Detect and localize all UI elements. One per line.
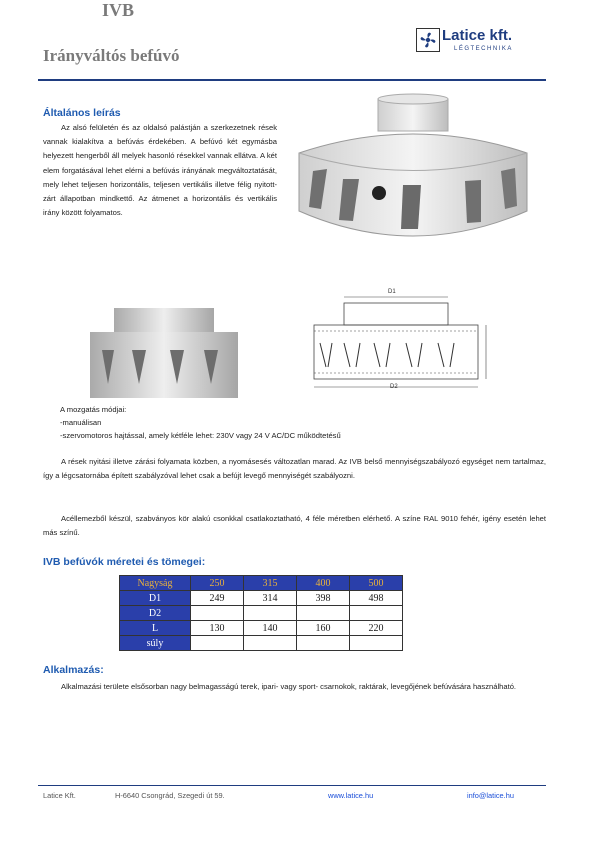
table-heading: IVB befúvók méretei és tömegei: <box>43 556 206 568</box>
column-header: 250 <box>191 576 244 591</box>
material-paragraph: Acéllemezből készül, szabványos kör alakú csonkkal csatlakoztatható, 4 féle méretben elérhető. A színe RAL 9010 fehér, igény esetén lehet más színű. <box>43 514 546 538</box>
column-header: 315 <box>244 576 297 591</box>
table-cell <box>350 606 403 621</box>
drawing-label-d1: D1 <box>388 289 396 295</box>
footer-rule <box>38 785 546 786</box>
header-rule <box>38 79 546 81</box>
table-cell: 398 <box>297 591 350 606</box>
table-cell: 130 <box>191 621 244 636</box>
page-title: Irányváltós befúvó <box>43 46 180 65</box>
row-label: D1 <box>120 591 191 606</box>
table-cell: 498 <box>350 591 403 606</box>
technical-drawing <box>306 289 496 397</box>
table-cell <box>350 636 403 651</box>
pressure-paragraph: A rések nyitási illetve zárási folyamata közben, a nyomásesés változatlan marad. Az IVB belső mennyiségszabályozó egységet nem tartalmaz, így a légcsatornába épített szabályzóval lehet csak a befújt levegő mennyiségét szabályozni. <box>43 457 546 481</box>
product-code: IVB <box>102 0 135 20</box>
footer-address: H-6640 Csongrád, Szegedi út 59. <box>115 791 225 800</box>
column-header: 400 <box>297 576 350 591</box>
table-header-row <box>120 576 403 591</box>
general-text: Az alsó felületén és az oldalsó palástján a szerkezetnek rések vannak kialakítva a befúvás érdekében. A befúvó két egymásba helyezett hengerből áll melyek hasonló résekkel vannak ellátva. A két elem forgatásával lehet elérni a befúvás irányának megváltoztatását, mely lehet teljesen horizontális, teljesen vertikális illetve félig nyitott-zárt állapotban mindkettő. Az átmenet a horizontális és vertikális irány között folyamatos. <box>43 123 277 218</box>
fan-logo-icon <box>416 28 440 52</box>
table-cell <box>191 636 244 651</box>
row-label: D2 <box>120 606 191 621</box>
product-photo-side <box>86 306 241 402</box>
table-cell <box>244 606 297 621</box>
operation-item: -manuálisan <box>60 418 102 427</box>
dimensions-table <box>119 575 403 651</box>
general-heading: Általános leírás <box>43 107 121 119</box>
footer-company: Latice Kft. <box>43 791 76 800</box>
table-cell: 314 <box>244 591 297 606</box>
table-cell <box>191 606 244 621</box>
operation-item: -szervomotoros hajtással, amely kétféle lehet: 230V vagy 24 V AC/DC működtetésű <box>60 431 341 440</box>
table-cell: 140 <box>244 621 297 636</box>
table-row <box>120 591 403 606</box>
table-cell <box>297 636 350 651</box>
row-label: L <box>120 621 191 636</box>
company-logo <box>416 28 546 58</box>
logo-tagline: LÉGTECHNIKA <box>454 46 513 52</box>
footer-email-link[interactable]: info@latice.hu <box>467 791 514 800</box>
product-photo-angled <box>283 93 535 261</box>
footer-website-link[interactable]: www.latice.hu <box>328 791 374 800</box>
application-text: Alkalmazási területe elsősorban nagy belmagasságú terek, ipari- vagy sport- csarnokok, raktárak, levegőjének befúvására használható. <box>61 682 517 691</box>
table-cell <box>244 636 297 651</box>
table-cell: 249 <box>191 591 244 606</box>
drawing-label-d2: D2 <box>390 384 398 390</box>
column-header: 500 <box>350 576 403 591</box>
table-cell: 160 <box>297 621 350 636</box>
application-heading: Alkalmazás: <box>43 664 104 676</box>
column-header: Nagyság <box>120 576 191 591</box>
table-cell <box>297 606 350 621</box>
table-row <box>120 606 403 621</box>
logo-name: Latice kft. <box>442 27 513 44</box>
table-cell: 220 <box>350 621 403 636</box>
row-label: súly <box>120 636 191 651</box>
table-row <box>120 636 403 651</box>
operation-title: A mozgatás módjai: <box>60 405 127 414</box>
table-row <box>120 621 403 636</box>
